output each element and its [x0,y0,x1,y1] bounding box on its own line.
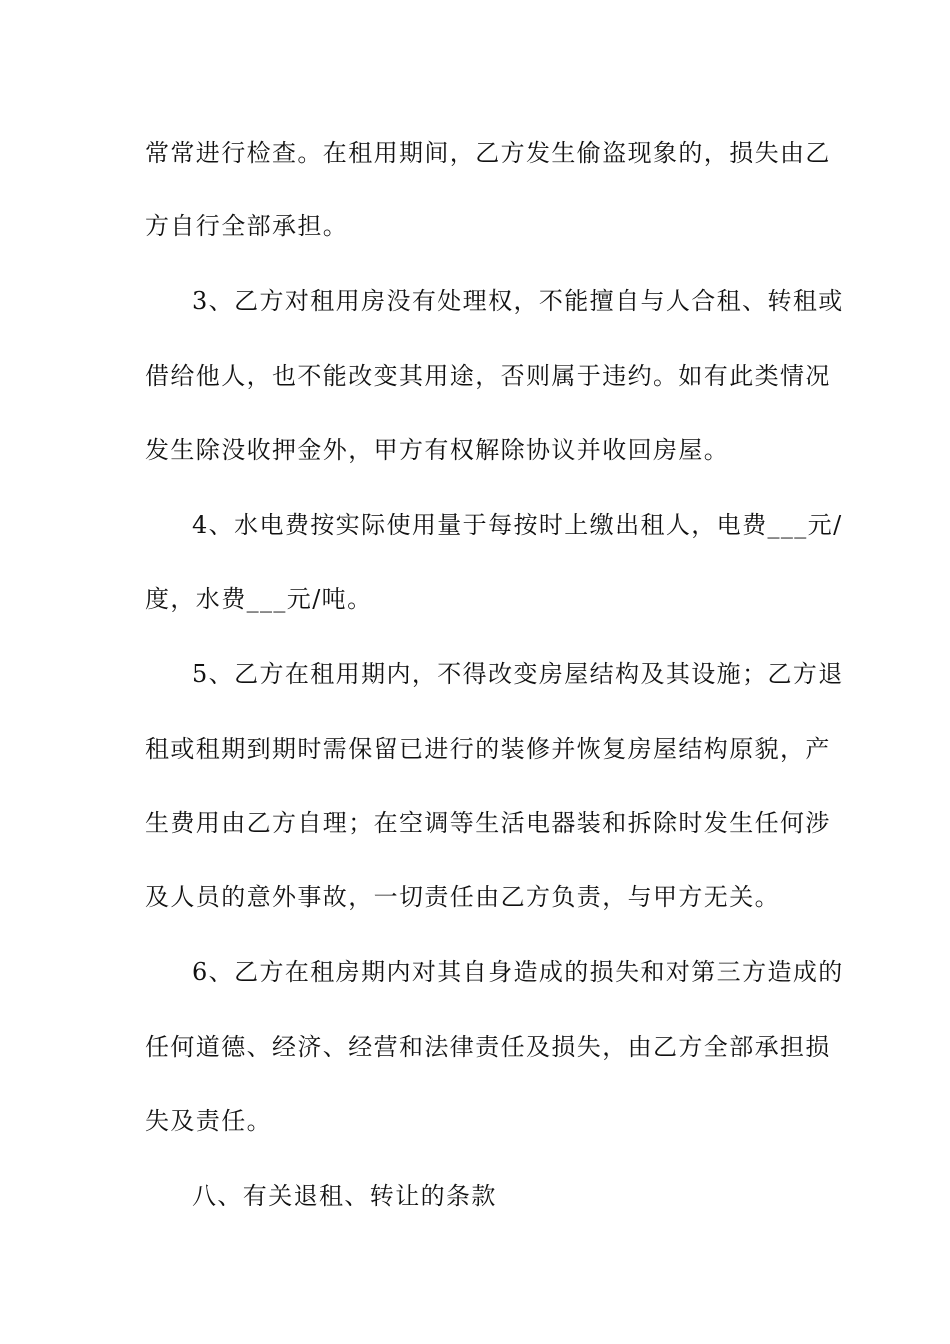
text-line-1: 常常进行检查。在租用期间，乙方发生偷盗现象的，损失由乙 [145,139,831,167]
section-heading: 八、有关退租、转让的条款 [192,1182,497,1210]
clause-3-line-2: 借给他人，也不能改变其用途，否则属于违约。如有此类情况 [145,362,831,390]
clause-5-line-3: 生费用由乙方自理；在空调等生活电器装和拆除时发生任何涉 [145,809,831,837]
clause-5-line-2: 租或租期到期时需保留已进行的装修并恢复房屋结构原貌，产 [145,735,831,763]
clause-6-line-1: 6、乙方在租房期内对其自身造成的损失和对第三方造成的 [192,958,844,986]
clause-4-line-2: 度，水费___元/吨。 [145,585,373,613]
clause-4-line-1: 4、水电费按实际使用量于每按时上缴出租人，电费___元/ [192,511,843,539]
clause-5-line-1: 5、乙方在租用期内，不得改变房屋结构及其设施；乙方退 [192,660,844,688]
clause-3-line-1: 3、乙方对租用房没有处理权，不能擅自与人合租、转租或 [192,287,844,315]
clause-6-line-2: 任何道德、经济、经营和法律责任及损失，由乙方全部承担损 [145,1033,831,1061]
text-line-2: 方自行全部承担。 [145,212,349,240]
clause-5-line-4: 及人员的意外事故，一切责任由乙方负责，与甲方无关。 [145,883,780,911]
clause-3-line-3: 发生除没收押金外，甲方有权解除协议并收回房屋。 [145,436,730,464]
clause-6-line-3: 失及责任。 [145,1107,272,1135]
